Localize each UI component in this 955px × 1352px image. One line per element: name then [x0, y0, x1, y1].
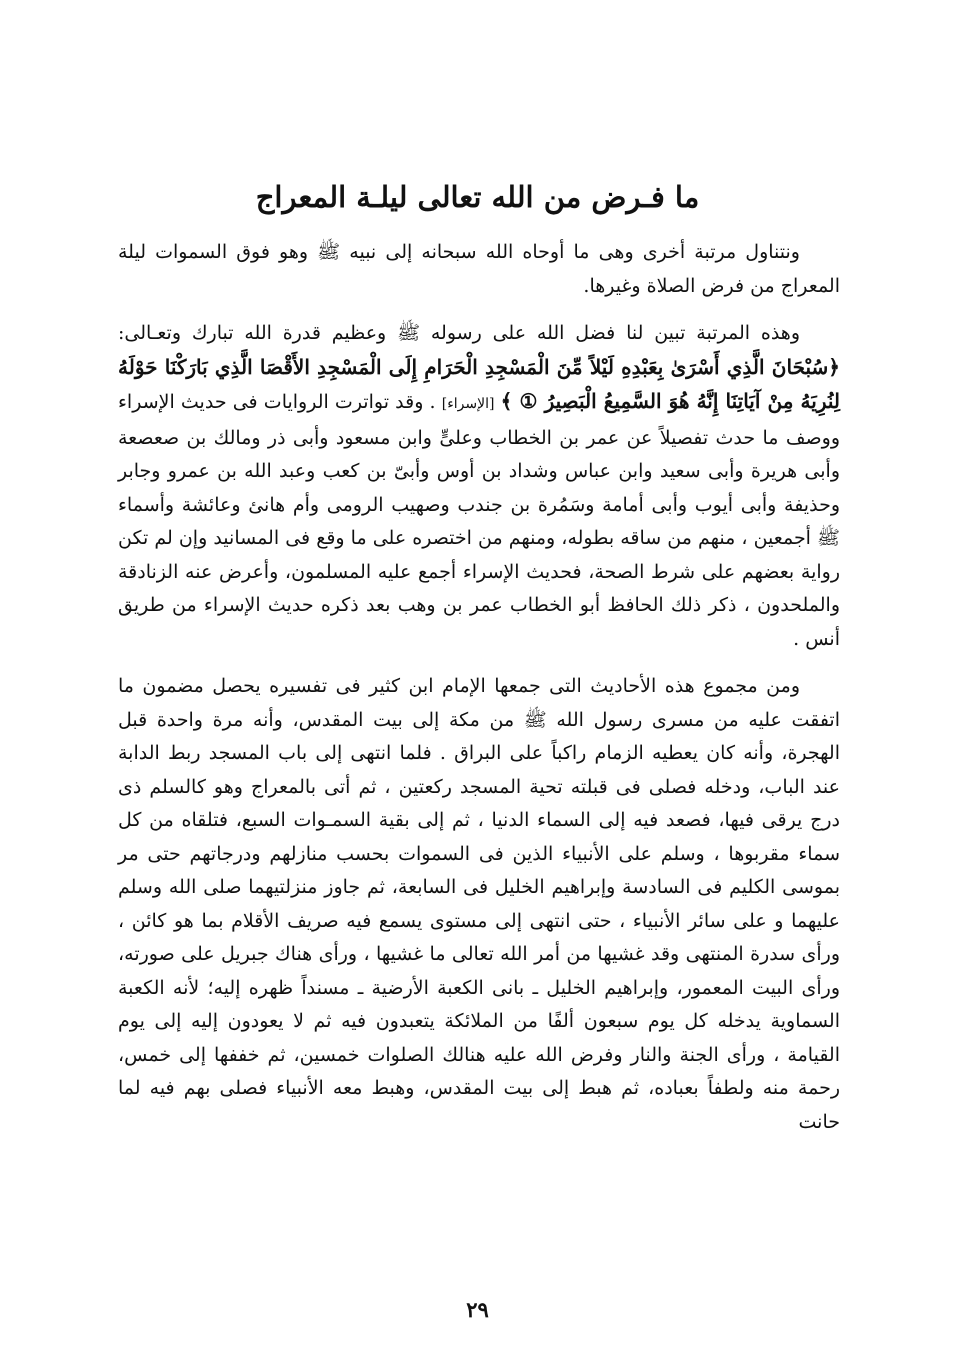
paragraph-verse-intro: وهذه المرتبة تبين لنا فضل الله على رسوله ﷺ وعظيم قدرة الله تبارك وتعـالى:	[118, 322, 800, 344]
paragraph-verse-rest: . وقد تواترت الروايات فى حديث الإسراء ووصف ما حدث تفصيلاً عن عمر بن الخطاب وعلىٍّ وابن مسعود وأبى ذر ومالك بن صعصعة وأبى هريرة وأبى سعيد وابن عباس وشداد بن أوس وأبىّ بن كعب وعبد الله بن عمرو وجابر وحذيفة وأبى أيوب وأبى أمامة وسَمُرة بن جندب وصهيب الرومى وأم هانئ وعائشة وأسماء ﷺ أجمعين ، منهم من ساقه بطوله، ومنهم من اختصره على ما وقع فى المسانيد وإن لم تكن رواية بعضهم على شرط الصحة، فحديث الإسراء أجمع عليه المسلمون، وأعرض عنه الزنادقة والملحدون ، ذكر ذلك الحافظ أبو الخطاب عمر بن وهب بعد ذكره حديث الإسراء من طريق أنس .	[118, 391, 840, 650]
paragraph-verse	[118, 317, 840, 656]
quran-verse: ﴿سُبْحَانَ الَّذِي أَسْرَىٰ بِعَبْدِهِ لَيْلاً مِّنَ الْمَسْجِدِ الْحَرَامِ إِلَى الْمَسْجِدِ الأَقْصَا الَّذِي بَارَكْنَا حَوْلَهُ لِنُرِيَهُ مِنْ آيَاتِنَا إِنَّهُ هُوَ السَّمِيعُ الْبَصِيرُ ① ﴾	[118, 354, 840, 413]
paragraph-summary: ومن مجموع هذه الأحاديث التى جمعها الإمام ابن كثير فى تفسيره يحصل مضمون ما اتفقت عليه من مسرى رسول الله ﷺ من مكة إلى بيت المقدس، وأنه مرة واحدة قبل الهجرة، وأنه كان يعطيه الزمام راكباً على البراق . فلما انتهى إلى باب المسجد ربط الدابة عند الباب، ودخله فصلى فى قبلته تحية المسجد ركعتين ، ثم أتى بالمعراج وهو كالسلم ذى درج يرقى فيها، فصعد فيه إلى السماء الدنيا ، ثم إلى بقية السمـوات السبع، فتلقاه من كل سماء مقربوها ، وسلم على الأنبياء الذين فى السموات بحسب منازلهم ودرجاتهم حتى مر بموسى الكليم فى السادسة وإبراهيم الخليل فى السابعة، ثم جاوز منزلتيهما صلى الله وسلم عليهما و على سائر الأنبياء ، حتى انتهى إلى مستوى يسمع فيه صريف الأقلام بما هو كائن ، ورأى سدرة المنتهى وقد غشيها من أمر الله تعالى ما غشيها ، ورأى هناك جبريل على صورته، ورأى البيت المعمور، وإبراهيم الخليل ـ بانى الكعبة الأرضية ـ مسنداً ظهره إليه؛ لأنه الكعبة السماوية يدخله كل يوم سبعون ألفًا من الملائكة يتعبدون فيه ثم لا يعودون إليه إلى يوم القيامة ، ورأى الجنة والنار وفرض الله عليه هنالك الصلوات خمسين، ثم خففها إلى خمس، رحمة منه ولطفاً بعباده، ثم هبط إلى بيت المقدس، وهبط معه الأنبياء فصلى بهم فيه لما حانت	[118, 675, 840, 1133]
verse-reference: [الإسراء]	[441, 396, 495, 412]
paragraph-intro: ونتناول مرتبة أخرى وهى ما أوحاه الله سبحانه إلى نبيه ﷺ وهو فوق السموات ليلة المعراج من فرض الصلاة وغيرها.	[118, 241, 840, 297]
page-number: ٢٩	[466, 1297, 489, 1322]
chapter-title: ما فـرض من الله تعالى ليلـة المعراج	[255, 180, 700, 214]
body-text	[118, 236, 840, 1139]
